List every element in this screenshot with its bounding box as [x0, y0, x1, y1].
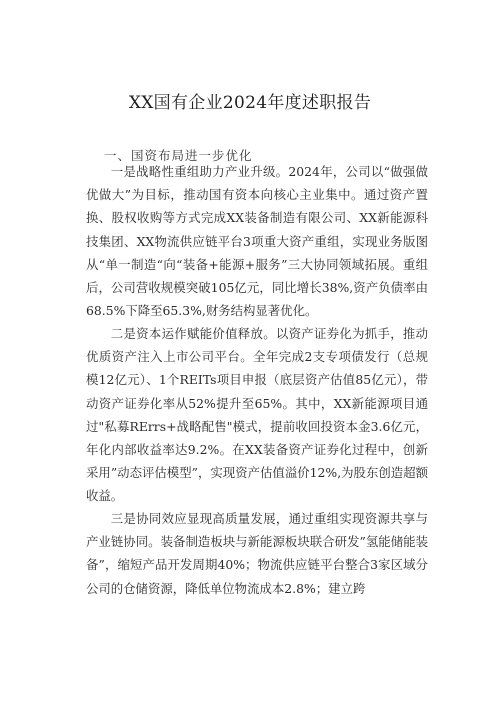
paragraph-3: 三是协同效应显现高质量发展，通过重组实现资源共享与产业链协同。装备制造板块与新能源板块联合研发”氢能储能装备”，缩短产品开发周期40%；物流供应链平台整合3家区域分公司的仓储资源，降低单位物流成本2.8%；建立跨: [86, 511, 428, 596]
paragraph-1: 一是战略性重组助力产业升级。2024年，公司以“做强做优做大”为目标，推动国有资本向核心主业集中。通过资产置换、股权收购等方式完成XX装备制造有限公司、XX新能源科技集团、XX物流供应链平台3项重大资产重组，实现业务版图从“单一制造“向“装备+能源+服务”三大协同领域拓展。重组后，公司营收规模突破105亿元，同比增长38%,资产负债率由68.5%下降至65.3%,财务结构显著优化。: [86, 164, 428, 319]
section-heading: 一、国资布局进一步优化: [104, 148, 253, 163]
paragraph-2: 二是资本运作赋能价值释放。以资产证券化为抓手，推动优质资产注入上市公司平台。全年完成2支专项债发行（总规模12亿元）、1个REITs项目申报（底层资产估值85亿元），带动资产证券化率从52%提升至65%。其中，XX新能源项目通过"私募RErrs+战略配售"模式，提前收回投资本金3.6亿元，年化内部收益率达9.2%。在XX装备资产证券化过程中，创新采用”动态评估模型”，实现资产估值溢价12%,为股东创造超额收益。: [86, 326, 428, 504]
document-title: XX国有企业2024年度述职报告: [128, 93, 372, 113]
